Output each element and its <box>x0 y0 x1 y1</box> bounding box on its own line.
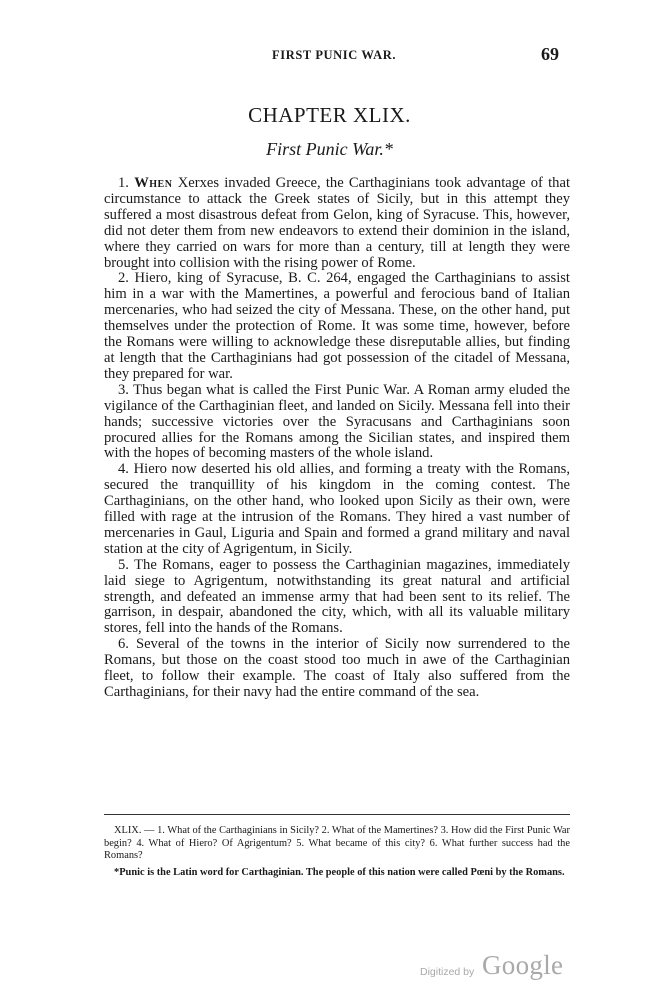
paragraph-number: 3. <box>118 381 129 398</box>
watermark-prefix: Digitized by <box>420 966 475 978</box>
running-head <box>0 44 659 68</box>
paragraph-number: 4. <box>118 461 129 478</box>
paragraph-number: 6. <box>118 636 129 653</box>
paragraph-number: 1. <box>118 175 129 191</box>
paragraph-number: 5. <box>118 556 129 573</box>
lead-word: When <box>134 175 173 191</box>
paragraph-text: Hiero, king of Syracuse, B. C. 264, engaged the Carthaginians to assist him in a war with the Mamertines, a powerful and ferocious band of Italian mercenaries, who had seized the city of Messana. These, on the other hand, put themselves under the protection of Rome. It was some time, however, before the Romans were willing to acknowledge these disreputable allies, but finding at length that the Carthaginians had got possession of the citadel of Messana, they prepared for war. <box>104 270 570 382</box>
paragraph-5 <box>104 558 570 638</box>
digitized-watermark <box>420 952 620 988</box>
paragraph-1 <box>104 176 570 271</box>
google-logo: Google <box>482 950 564 980</box>
page-number: 69 <box>541 44 559 64</box>
paragraph-4 <box>104 462 570 557</box>
paragraph-text: Thus began what is called the First Punic War. A Roman army eluded the vigilance of the Carthaginian fleet, and landed on Sicily. Messana fell into their hands; successive victories over the Syracusans and Carthaginians soon procured allies for the Romans among the Sicilian states, and inspired them with the hopes of becoming masters of the whole island. <box>104 381 571 462</box>
paragraph-number: 2. <box>118 270 129 287</box>
paragraph-text: Several of the towns in the interior of Sicily now surrendered to the Romans, but those on the coast stood too much in awe of the Carthaginian fleet, to follow their example. The coast of Italy also suffered from the Carthaginians, for their navy had the entire command of the sea. <box>104 636 570 700</box>
paragraph-6 <box>104 637 570 701</box>
paragraph-text: Xerxes invaded Greece, the Carthaginians took advantage of that circumstance to attack the Greek states of Sicily, but in this attempt they suffered a most disastrous defeat from Gelon, king of Syracuse. This, however, did not deter them from new endeavors to extend their dominion in the island, where they carried on wars for more than a century, till at length they were brought into collision with the rising power of Rome. <box>104 175 570 271</box>
chapter-subtitle: First Punic War.* <box>266 139 393 159</box>
chapter-heading: CHAPTER XLIX. <box>248 103 411 127</box>
paragraph-3 <box>104 383 570 463</box>
paragraph-text: The Romans, eager to possess the Carthaginian magazines, immediately laid siege to Agrigentum, notwithstanding its great natural and artificial strength, and defeated an immense army that had been sent to its relief. The garrison, in despair, abandoned the city, which, with all its valuable military stores, fell into the hands of the Romans. <box>104 556 570 637</box>
paragraph-2 <box>104 271 570 382</box>
body-text <box>104 176 570 701</box>
running-title: FIRST PUNIC WAR. <box>272 48 397 62</box>
paragraph-text: Hiero now deserted his old allies, and forming a treaty with the Romans, secured the tranquillity of his kingdom in the coming contest. The Carthaginians, on the other hand, who looked upon Sicily as their own, were filled with rage at the intrusion of the Romans. They hired a vast number of mercenaries in Gaul, Liguria and Spain and formed a grand military and naval station at the city of Agrigentum, in Sicily. <box>104 461 570 557</box>
footnote <box>104 867 570 880</box>
study-questions <box>104 825 570 863</box>
footnote-text: *Punic is the Latin word for Carthaginian. The people of this nation were called Pœni by the Romans. <box>114 867 565 878</box>
questions-text: XLIX. — 1. What of the Carthaginians in Sicily? 2. What of the Mamertines? 3. How did the First Punic War begin? 4. What of Hiero? Of Agrigentum? 5. What became of this city? 6. What further success had the Romans? <box>104 825 570 862</box>
footnote-divider <box>104 814 570 815</box>
